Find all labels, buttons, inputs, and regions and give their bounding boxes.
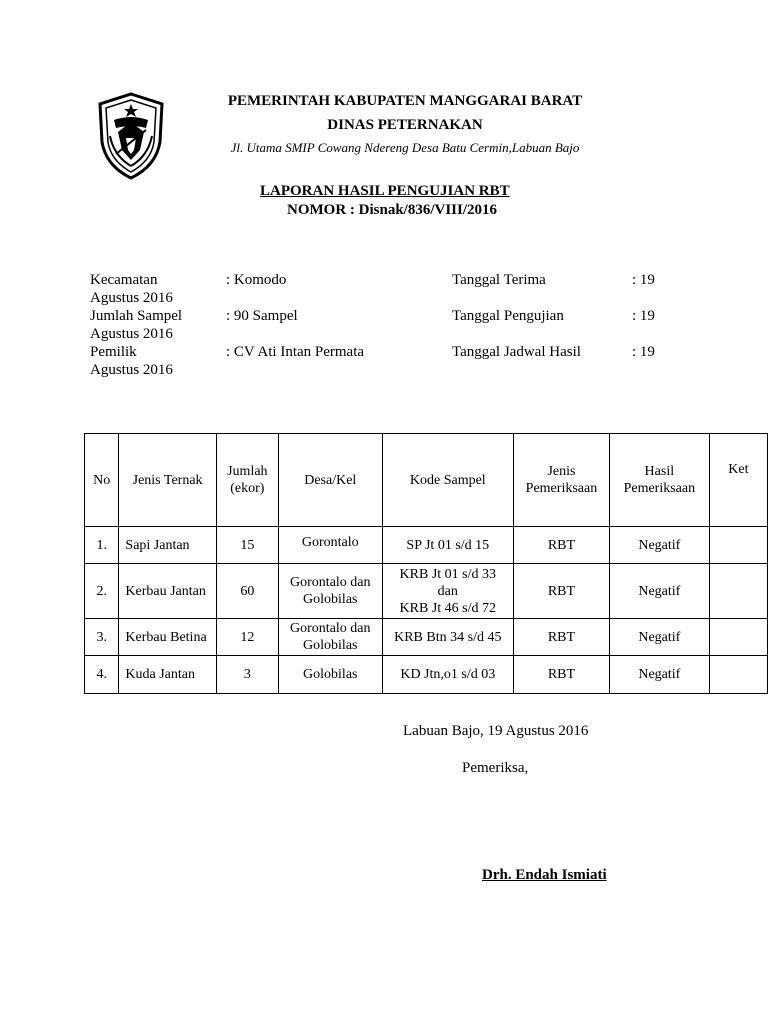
- cell-jumlah: 60: [216, 564, 278, 619]
- header-desa-kel: Desa/Kel: [278, 434, 382, 527]
- info-value-tanggal-terima: : 19: [632, 272, 655, 288]
- table-row: [85, 564, 768, 619]
- info-label-tanggal-jadwal-hasil: Tanggal Jadwal Hasil: [452, 344, 581, 360]
- header-hasil-pemeriksaan: Hasil Pemeriksaan: [609, 434, 709, 527]
- cell-ket: [709, 527, 767, 564]
- header-no: No: [85, 434, 119, 527]
- info-label-pemilik: Pemilik: [90, 344, 137, 360]
- cell-desa: Gorontalo dan Golobilas: [278, 564, 382, 619]
- table-header-row: [85, 434, 768, 527]
- cell-desa: Gorontalo: [278, 527, 382, 564]
- cell-jenis-ternak: Sapi Jantan: [119, 527, 216, 564]
- cell-ket: [709, 656, 767, 694]
- cell-jenis-pemeriksaan: RBT: [513, 619, 609, 656]
- cell-hasil: Negatif: [609, 656, 709, 694]
- cell-jenis-pemeriksaan: RBT: [513, 527, 609, 564]
- cell-desa: Golobilas: [278, 656, 382, 694]
- info-wrap-date: Agustus 2016: [90, 362, 173, 378]
- report-title: LAPORAN HASIL PENGUJIAN RBT: [260, 183, 510, 199]
- results-table: [84, 433, 768, 694]
- cell-kode-sampel: KRB Btn 34 s/d 45: [382, 619, 513, 656]
- cell-jenis-pemeriksaan: RBT: [513, 656, 609, 694]
- info-value-pemilik: : CV Ati Intan Permata: [226, 344, 365, 360]
- table-row: [85, 656, 768, 694]
- cell-no: 2.: [85, 564, 119, 619]
- cell-ket: [709, 619, 767, 656]
- info-value-kecamatan: : Komodo: [226, 272, 287, 288]
- cell-hasil: Negatif: [609, 527, 709, 564]
- government-name: PEMERINTAH KABUPATEN MANGGARAI BARAT: [227, 93, 583, 109]
- table-row: [85, 527, 768, 564]
- header-kode-sampel: Kode Sampel: [382, 434, 513, 527]
- report-number: NOMOR : Disnak/836/VIII/2016: [287, 202, 498, 218]
- cell-kode-sampel: KRB Jt 01 s/d 33 dan KRB Jt 46 s/d 72: [382, 564, 513, 619]
- cell-jenis-ternak: Kuda Jantan: [119, 656, 216, 694]
- regency-emblem-icon: [96, 92, 166, 180]
- cell-jumlah: 3: [216, 656, 278, 694]
- info-label-jumlah-sampel: Jumlah Sampel: [90, 308, 183, 324]
- cell-no: 1.: [85, 527, 119, 564]
- department-name: DINAS PETERNAKAN: [327, 117, 483, 133]
- cell-jumlah: 15: [216, 527, 278, 564]
- signature-place-date: Labuan Bajo, 19 Agustus 2016: [403, 723, 589, 739]
- header-ket: Ket: [709, 434, 767, 527]
- cell-hasil: Negatif: [609, 564, 709, 619]
- cell-jumlah: 12: [216, 619, 278, 656]
- signature-name: Drh. Endah Ismiati: [482, 867, 607, 883]
- cell-no: 3.: [85, 619, 119, 656]
- cell-kode-sampel: SP Jt 01 s/d 15: [382, 527, 513, 564]
- cell-desa: Gorontalo dan Golobilas: [278, 619, 382, 656]
- office-address: Jl. Utama SMIP Cowang Ndereng Desa Batu Cermin,Labuan Bajo: [230, 140, 580, 155]
- header-jenis-ternak: Jenis Ternak: [119, 434, 216, 527]
- info-wrap-date: Agustus 2016: [90, 326, 173, 342]
- cell-jenis-ternak: Kerbau Jantan: [119, 564, 216, 619]
- info-value-jumlah-sampel: : 90 Sampel: [226, 308, 298, 324]
- info-wrap-date: Agustus 2016: [90, 290, 173, 306]
- cell-no: 4.: [85, 656, 119, 694]
- table-row: [85, 619, 768, 656]
- header-jenis-pemeriksaan: Jenis Pemeriksaan: [513, 434, 609, 527]
- cell-kode-sampel: KD Jtn,o1 s/d 03: [382, 656, 513, 694]
- header-jumlah: Jumlah (ekor): [216, 434, 278, 527]
- info-label-tanggal-terima: Tanggal Terima: [452, 272, 546, 288]
- cell-hasil: Negatif: [609, 619, 709, 656]
- info-value-tanggal-jadwal-hasil: : 19: [632, 344, 655, 360]
- info-value-tanggal-pengujian: : 19: [632, 308, 655, 324]
- info-label-tanggal-pengujian: Tanggal Pengujian: [452, 308, 564, 324]
- cell-jenis-ternak: Kerbau Betina: [119, 619, 216, 656]
- info-label-kecamatan: Kecamatan: [90, 272, 158, 288]
- signature-role: Pemeriksa,: [462, 760, 529, 776]
- cell-jenis-pemeriksaan: RBT: [513, 564, 609, 619]
- cell-ket: [709, 564, 767, 619]
